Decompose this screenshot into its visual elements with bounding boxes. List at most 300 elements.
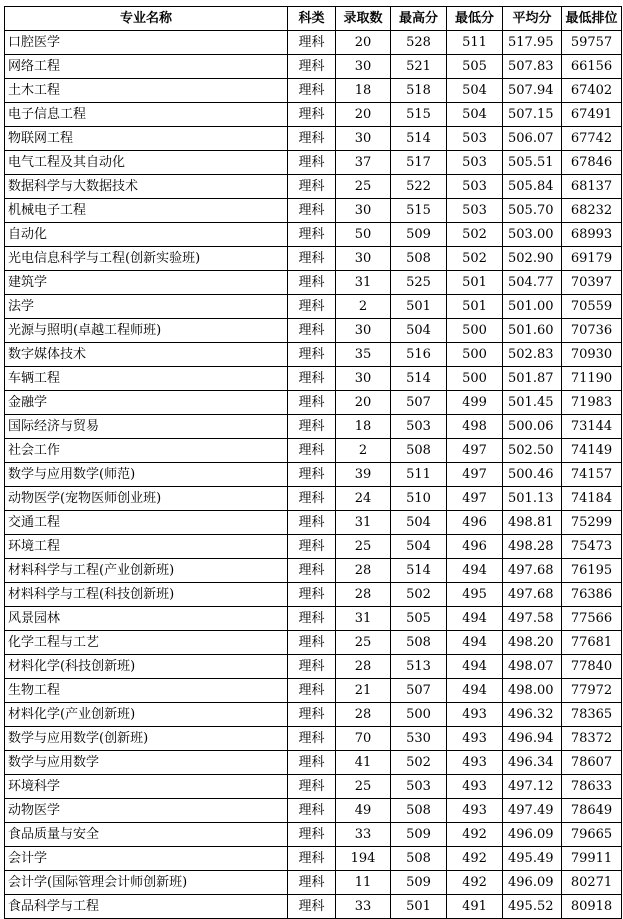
cell-max-score: 525 [391, 271, 447, 295]
cell-major: 会计学(国际管理会计师创新班) [5, 871, 288, 895]
cell-avg-score: 500.06 [503, 415, 562, 439]
cell-category: 理科 [288, 31, 336, 55]
table-row [5, 247, 622, 271]
cell-major: 网络工程 [5, 55, 288, 79]
header-avg-score: 平均分 [503, 7, 562, 31]
cell-major: 食品质量与安全 [5, 823, 288, 847]
cell-category: 理科 [288, 679, 336, 703]
table-row [5, 367, 622, 391]
cell-major: 材料科学与工程(产业创新班) [5, 559, 288, 583]
cell-max-score: 510 [391, 487, 447, 511]
cell-avg-score: 498.20 [503, 631, 562, 655]
cell-admitted-count: 28 [336, 559, 391, 583]
cell-max-score: 514 [391, 127, 447, 151]
cell-avg-score: 502.50 [503, 439, 562, 463]
table-row [5, 223, 622, 247]
table-row [5, 895, 622, 919]
cell-category: 理科 [288, 247, 336, 271]
cell-category: 理科 [288, 487, 336, 511]
cell-category: 理科 [288, 655, 336, 679]
cell-avg-score: 504.77 [503, 271, 562, 295]
cell-max-score: 508 [391, 847, 447, 871]
cell-min-rank: 70559 [562, 295, 622, 319]
cell-admitted-count: 28 [336, 655, 391, 679]
cell-major: 材料化学(科技创新班) [5, 655, 288, 679]
cell-min-score: 492 [447, 823, 503, 847]
cell-min-rank: 70736 [562, 319, 622, 343]
header-admitted-count: 录取数 [336, 7, 391, 31]
cell-max-score: 521 [391, 55, 447, 79]
cell-major: 数学与应用数学 [5, 751, 288, 775]
cell-min-score: 502 [447, 247, 503, 271]
cell-category: 理科 [288, 367, 336, 391]
table-row [5, 439, 622, 463]
cell-category: 理科 [288, 895, 336, 919]
cell-max-score: 503 [391, 415, 447, 439]
cell-max-score: 515 [391, 103, 447, 127]
cell-major: 环境工程 [5, 535, 288, 559]
cell-min-rank: 78633 [562, 775, 622, 799]
cell-min-score: 493 [447, 751, 503, 775]
cell-avg-score: 505.51 [503, 151, 562, 175]
cell-min-score: 497 [447, 487, 503, 511]
cell-category: 理科 [288, 175, 336, 199]
cell-min-score: 494 [447, 607, 503, 631]
cell-min-rank: 75299 [562, 511, 622, 535]
cell-avg-score: 498.00 [503, 679, 562, 703]
cell-major: 机械电子工程 [5, 199, 288, 223]
cell-admitted-count: 30 [336, 199, 391, 223]
cell-category: 理科 [288, 79, 336, 103]
cell-min-rank: 73144 [562, 415, 622, 439]
cell-admitted-count: 20 [336, 103, 391, 127]
table-row [5, 55, 622, 79]
cell-min-rank: 80271 [562, 871, 622, 895]
table-row [5, 319, 622, 343]
cell-category: 理科 [288, 103, 336, 127]
table-row [5, 151, 622, 175]
cell-admitted-count: 31 [336, 607, 391, 631]
cell-max-score: 522 [391, 175, 447, 199]
cell-avg-score: 496.94 [503, 727, 562, 751]
cell-min-rank: 68137 [562, 175, 622, 199]
cell-min-score: 504 [447, 103, 503, 127]
cell-admitted-count: 2 [336, 295, 391, 319]
cell-min-score: 500 [447, 319, 503, 343]
cell-major: 数学与应用数学(师范) [5, 463, 288, 487]
admission-score-table [4, 6, 622, 919]
header-max-score: 最高分 [391, 7, 447, 31]
cell-admitted-count: 18 [336, 79, 391, 103]
cell-admitted-count: 30 [336, 319, 391, 343]
cell-category: 理科 [288, 127, 336, 151]
cell-max-score: 502 [391, 751, 447, 775]
cell-admitted-count: 70 [336, 727, 391, 751]
cell-major: 交通工程 [5, 511, 288, 535]
table-row [5, 847, 622, 871]
cell-admitted-count: 194 [336, 847, 391, 871]
table-row [5, 559, 622, 583]
cell-min-rank: 74157 [562, 463, 622, 487]
cell-major: 社会工作 [5, 439, 288, 463]
cell-avg-score: 507.15 [503, 103, 562, 127]
cell-category: 理科 [288, 391, 336, 415]
cell-avg-score: 496.32 [503, 703, 562, 727]
cell-category: 理科 [288, 631, 336, 655]
cell-category: 理科 [288, 703, 336, 727]
cell-max-score: 501 [391, 895, 447, 919]
cell-admitted-count: 25 [336, 631, 391, 655]
cell-admitted-count: 30 [336, 247, 391, 271]
cell-major: 光电信息科学与工程(创新实验班) [5, 247, 288, 271]
cell-avg-score: 505.84 [503, 175, 562, 199]
cell-min-score: 494 [447, 631, 503, 655]
table-row [5, 535, 622, 559]
cell-category: 理科 [288, 607, 336, 631]
table-row [5, 487, 622, 511]
cell-min-score: 503 [447, 127, 503, 151]
cell-major: 生物工程 [5, 679, 288, 703]
cell-major: 电气工程及其自动化 [5, 151, 288, 175]
cell-admitted-count: 35 [336, 343, 391, 367]
cell-avg-score: 506.07 [503, 127, 562, 151]
cell-admitted-count: 49 [336, 799, 391, 823]
cell-avg-score: 495.52 [503, 895, 562, 919]
cell-avg-score: 498.81 [503, 511, 562, 535]
cell-avg-score: 517.95 [503, 31, 562, 55]
cell-min-rank: 77681 [562, 631, 622, 655]
cell-admitted-count: 25 [336, 535, 391, 559]
table-row [5, 127, 622, 151]
cell-min-rank: 59757 [562, 31, 622, 55]
table-row [5, 511, 622, 535]
cell-avg-score: 503.00 [503, 223, 562, 247]
cell-max-score: 514 [391, 559, 447, 583]
cell-admitted-count: 31 [336, 271, 391, 295]
header-row [5, 7, 622, 31]
cell-min-score: 493 [447, 727, 503, 751]
header-min-score: 最低分 [447, 7, 503, 31]
cell-min-score: 494 [447, 679, 503, 703]
table-row [5, 415, 622, 439]
cell-major: 口腔医学 [5, 31, 288, 55]
cell-min-rank: 79911 [562, 847, 622, 871]
cell-admitted-count: 24 [336, 487, 391, 511]
cell-max-score: 509 [391, 223, 447, 247]
cell-major: 动物医学 [5, 799, 288, 823]
cell-major: 光源与照明(卓越工程师班) [5, 319, 288, 343]
table-row [5, 655, 622, 679]
cell-admitted-count: 18 [336, 415, 391, 439]
cell-min-score: 500 [447, 343, 503, 367]
cell-min-score: 503 [447, 199, 503, 223]
cell-min-rank: 71190 [562, 367, 622, 391]
cell-category: 理科 [288, 583, 336, 607]
table-row [5, 271, 622, 295]
cell-min-rank: 77840 [562, 655, 622, 679]
cell-avg-score: 505.70 [503, 199, 562, 223]
cell-avg-score: 501.87 [503, 367, 562, 391]
cell-category: 理科 [288, 223, 336, 247]
cell-max-score: 509 [391, 871, 447, 895]
header-min-rank: 最低排位 [562, 7, 622, 31]
table-row [5, 31, 622, 55]
cell-admitted-count: 31 [336, 511, 391, 535]
cell-max-score: 508 [391, 799, 447, 823]
cell-max-score: 502 [391, 583, 447, 607]
table-body [5, 31, 622, 919]
cell-major: 材料化学(产业创新班) [5, 703, 288, 727]
cell-min-score: 497 [447, 439, 503, 463]
table-row [5, 775, 622, 799]
cell-min-rank: 76195 [562, 559, 622, 583]
cell-category: 理科 [288, 319, 336, 343]
cell-min-score: 501 [447, 271, 503, 295]
cell-min-score: 504 [447, 79, 503, 103]
cell-min-rank: 78365 [562, 703, 622, 727]
cell-avg-score: 502.90 [503, 247, 562, 271]
cell-admitted-count: 28 [336, 583, 391, 607]
cell-min-score: 494 [447, 655, 503, 679]
table-row [5, 679, 622, 703]
cell-max-score: 528 [391, 31, 447, 55]
cell-admitted-count: 30 [336, 367, 391, 391]
cell-min-rank: 74184 [562, 487, 622, 511]
cell-max-score: 517 [391, 151, 447, 175]
cell-avg-score: 496.34 [503, 751, 562, 775]
table-row [5, 607, 622, 631]
cell-category: 理科 [288, 823, 336, 847]
cell-min-rank: 70397 [562, 271, 622, 295]
cell-category: 理科 [288, 535, 336, 559]
table-row [5, 871, 622, 895]
cell-max-score: 509 [391, 823, 447, 847]
table-row [5, 295, 622, 319]
header-major: 专业名称 [5, 7, 288, 31]
cell-min-rank: 78649 [562, 799, 622, 823]
cell-avg-score: 496.09 [503, 871, 562, 895]
table-row [5, 727, 622, 751]
cell-min-score: 497 [447, 463, 503, 487]
cell-major: 车辆工程 [5, 367, 288, 391]
cell-max-score: 508 [391, 631, 447, 655]
cell-min-rank: 67402 [562, 79, 622, 103]
cell-admitted-count: 2 [336, 439, 391, 463]
cell-admitted-count: 28 [336, 703, 391, 727]
cell-min-rank: 74149 [562, 439, 622, 463]
cell-min-score: 502 [447, 223, 503, 247]
cell-avg-score: 501.13 [503, 487, 562, 511]
cell-max-score: 511 [391, 463, 447, 487]
table-row [5, 799, 622, 823]
cell-major: 会计学 [5, 847, 288, 871]
cell-min-rank: 71983 [562, 391, 622, 415]
cell-avg-score: 501.45 [503, 391, 562, 415]
cell-major: 材料科学与工程(科技创新班) [5, 583, 288, 607]
cell-admitted-count: 50 [336, 223, 391, 247]
table-row [5, 103, 622, 127]
cell-avg-score: 507.94 [503, 79, 562, 103]
cell-min-score: 511 [447, 31, 503, 55]
cell-admitted-count: 37 [336, 151, 391, 175]
cell-max-score: 508 [391, 247, 447, 271]
cell-min-rank: 78607 [562, 751, 622, 775]
cell-category: 理科 [288, 295, 336, 319]
cell-min-score: 503 [447, 175, 503, 199]
cell-avg-score: 501.00 [503, 295, 562, 319]
cell-max-score: 501 [391, 295, 447, 319]
cell-max-score: 508 [391, 439, 447, 463]
cell-avg-score: 497.12 [503, 775, 562, 799]
cell-min-score: 491 [447, 895, 503, 919]
cell-major: 国际经济与贸易 [5, 415, 288, 439]
cell-min-rank: 76386 [562, 583, 622, 607]
cell-min-score: 496 [447, 535, 503, 559]
table-row [5, 583, 622, 607]
table-row [5, 199, 622, 223]
cell-major: 环境科学 [5, 775, 288, 799]
cell-min-score: 498 [447, 415, 503, 439]
cell-max-score: 504 [391, 319, 447, 343]
cell-category: 理科 [288, 415, 336, 439]
cell-admitted-count: 21 [336, 679, 391, 703]
cell-min-rank: 70930 [562, 343, 622, 367]
cell-major: 动物医学(宠物医师创业班) [5, 487, 288, 511]
cell-min-score: 500 [447, 367, 503, 391]
cell-admitted-count: 11 [336, 871, 391, 895]
cell-avg-score: 497.49 [503, 799, 562, 823]
cell-major: 土木工程 [5, 79, 288, 103]
cell-max-score: 507 [391, 679, 447, 703]
cell-avg-score: 502.83 [503, 343, 562, 367]
table-row [5, 175, 622, 199]
cell-max-score: 516 [391, 343, 447, 367]
cell-min-rank: 66156 [562, 55, 622, 79]
cell-min-score: 492 [447, 871, 503, 895]
cell-max-score: 500 [391, 703, 447, 727]
table-row [5, 343, 622, 367]
cell-min-rank: 67491 [562, 103, 622, 127]
cell-major: 食品科学与工程 [5, 895, 288, 919]
cell-major: 电子信息工程 [5, 103, 288, 127]
cell-min-score: 494 [447, 559, 503, 583]
table-row [5, 79, 622, 103]
table-row [5, 631, 622, 655]
cell-min-score: 499 [447, 391, 503, 415]
cell-avg-score: 500.46 [503, 463, 562, 487]
cell-major: 数据科学与大数据技术 [5, 175, 288, 199]
cell-avg-score: 497.68 [503, 583, 562, 607]
cell-avg-score: 496.09 [503, 823, 562, 847]
cell-major: 数字媒体技术 [5, 343, 288, 367]
cell-min-rank: 75473 [562, 535, 622, 559]
cell-category: 理科 [288, 775, 336, 799]
table-row [5, 703, 622, 727]
cell-admitted-count: 33 [336, 823, 391, 847]
cell-admitted-count: 33 [336, 895, 391, 919]
cell-category: 理科 [288, 463, 336, 487]
cell-admitted-count: 25 [336, 175, 391, 199]
cell-category: 理科 [288, 199, 336, 223]
cell-min-rank: 78372 [562, 727, 622, 751]
cell-min-score: 492 [447, 847, 503, 871]
cell-major: 物联网工程 [5, 127, 288, 151]
cell-max-score: 530 [391, 727, 447, 751]
cell-min-rank: 77566 [562, 607, 622, 631]
cell-min-score: 493 [447, 775, 503, 799]
cell-category: 理科 [288, 751, 336, 775]
cell-max-score: 518 [391, 79, 447, 103]
cell-min-rank: 79665 [562, 823, 622, 847]
cell-max-score: 503 [391, 775, 447, 799]
cell-max-score: 505 [391, 607, 447, 631]
cell-major: 风景园林 [5, 607, 288, 631]
cell-admitted-count: 30 [336, 127, 391, 151]
cell-min-score: 496 [447, 511, 503, 535]
cell-category: 理科 [288, 847, 336, 871]
cell-major: 建筑学 [5, 271, 288, 295]
cell-avg-score: 498.28 [503, 535, 562, 559]
cell-admitted-count: 20 [336, 391, 391, 415]
cell-category: 理科 [288, 151, 336, 175]
cell-category: 理科 [288, 727, 336, 751]
cell-min-score: 493 [447, 703, 503, 727]
cell-avg-score: 507.83 [503, 55, 562, 79]
cell-admitted-count: 25 [336, 775, 391, 799]
cell-category: 理科 [288, 799, 336, 823]
cell-max-score: 507 [391, 391, 447, 415]
cell-max-score: 515 [391, 199, 447, 223]
cell-min-rank: 69179 [562, 247, 622, 271]
cell-category: 理科 [288, 871, 336, 895]
cell-min-rank: 80918 [562, 895, 622, 919]
cell-min-score: 505 [447, 55, 503, 79]
cell-min-rank: 67742 [562, 127, 622, 151]
cell-avg-score: 498.07 [503, 655, 562, 679]
cell-major: 数学与应用数学(创新班) [5, 727, 288, 751]
table-row [5, 463, 622, 487]
cell-admitted-count: 41 [336, 751, 391, 775]
cell-admitted-count: 30 [336, 55, 391, 79]
cell-avg-score: 501.60 [503, 319, 562, 343]
cell-min-score: 503 [447, 151, 503, 175]
cell-admitted-count: 20 [336, 31, 391, 55]
table-row [5, 823, 622, 847]
cell-major: 法学 [5, 295, 288, 319]
cell-max-score: 504 [391, 535, 447, 559]
cell-category: 理科 [288, 271, 336, 295]
cell-min-rank: 68232 [562, 199, 622, 223]
cell-min-score: 495 [447, 583, 503, 607]
cell-major: 自动化 [5, 223, 288, 247]
cell-max-score: 514 [391, 367, 447, 391]
cell-min-rank: 67846 [562, 151, 622, 175]
header-category: 科类 [288, 7, 336, 31]
cell-category: 理科 [288, 55, 336, 79]
cell-category: 理科 [288, 511, 336, 535]
cell-min-rank: 77972 [562, 679, 622, 703]
table-row [5, 751, 622, 775]
cell-category: 理科 [288, 439, 336, 463]
cell-max-score: 513 [391, 655, 447, 679]
cell-major: 化学工程与工艺 [5, 631, 288, 655]
cell-avg-score: 497.58 [503, 607, 562, 631]
cell-avg-score: 495.49 [503, 847, 562, 871]
cell-min-score: 493 [447, 799, 503, 823]
cell-category: 理科 [288, 559, 336, 583]
cell-admitted-count: 39 [336, 463, 391, 487]
table-row [5, 391, 622, 415]
